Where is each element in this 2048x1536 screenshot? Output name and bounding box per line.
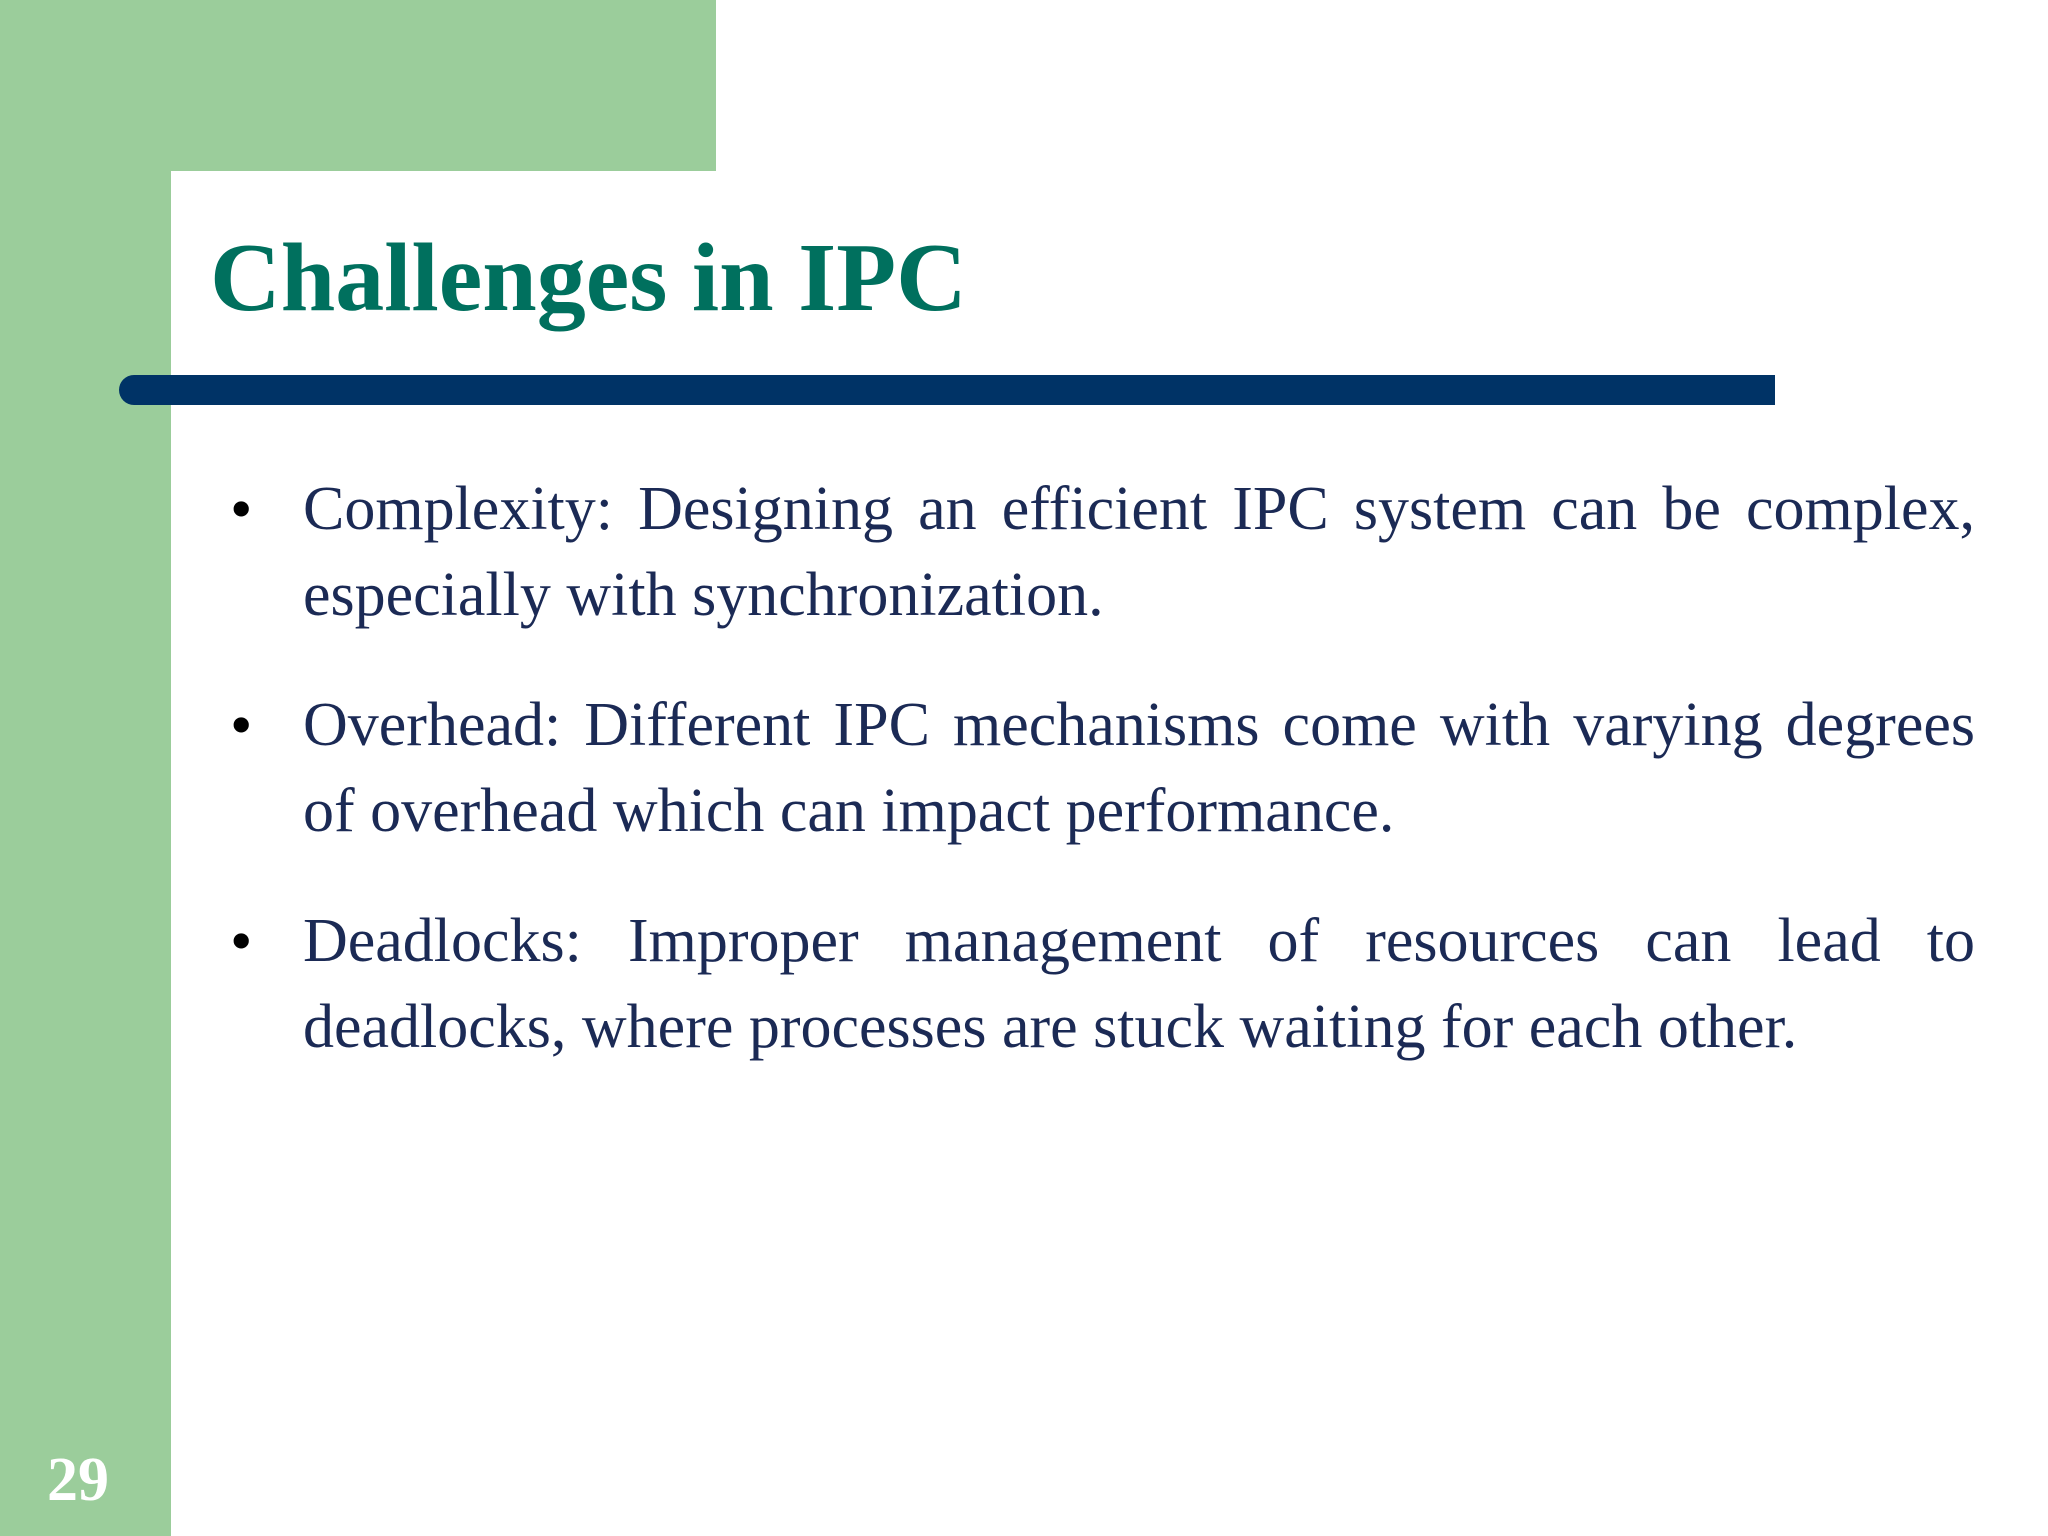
bullet-text: Complexity: Designing an efficient IPC system can be complex, especially with synchronization.	[303, 475, 1975, 629]
left-green-band	[0, 0, 171, 1536]
bullet-text: Deadlocks: Improper management of resources can lead to deadlocks, where processes are stuck waiting for each other.	[303, 907, 1975, 1061]
bullet-dot-icon: •	[230, 689, 253, 760]
bullet-text: Overhead: Different IPC mechanisms come with varying degrees of overhead which can impact performance.	[303, 691, 1975, 845]
title-underline-rule	[119, 375, 1775, 405]
bullet-dot-icon: •	[230, 473, 253, 544]
top-green-band	[0, 0, 716, 171]
bullet-dot-icon: •	[230, 905, 253, 976]
page-number: 29	[47, 1446, 109, 1514]
slide-title: Challenges in IPC	[210, 224, 967, 332]
